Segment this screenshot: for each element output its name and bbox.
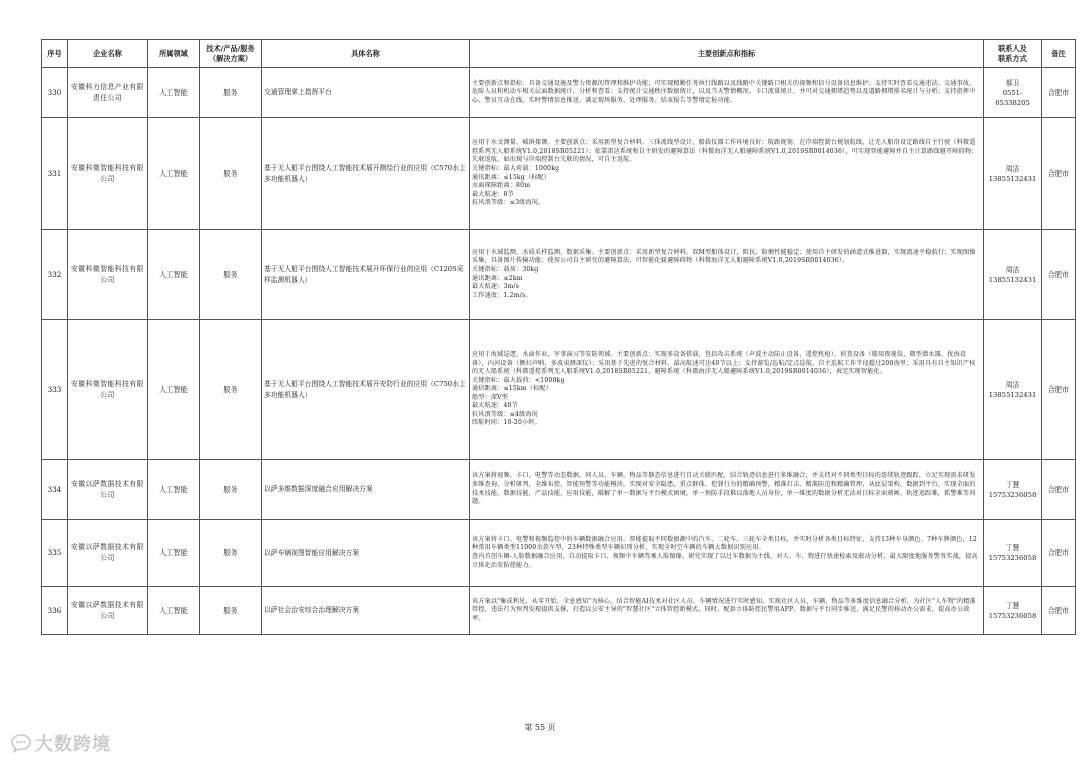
row-company: 安徽以萨数据技术有限公司 <box>68 460 148 520</box>
row-seq: 332 <box>42 230 68 320</box>
row-product: 基于无人船平台围绕人工智能技术展开测绘行业的应用（C570水上多功能机器人） <box>262 118 470 230</box>
row-company: 安徽科微智能科技有限公司 <box>68 320 148 460</box>
row-desc: 应用于水文测量、城镇探测。主要创新点：采用新型复合材料，三体流线型设计，船载仪器工作环境良好；航路规划，在岸端控制台规划航线，让无人船沿设定路线自主行驶（科微遥控系列无人船系统V1.0,2018SR05221）；依靠雷达系统和自主研发的避障算法（科微海洋无人船避障系统V1.0,2019SR0014036），可实现智能避障并自主计算路线避开障碍物；失联返航，如出现与岸端控制台失联的情况，可自主返航。 关键指标：最大荷载：1000kg 通讯距离：≤15kg（标配） 水面探障距离：80m 最大航速：8节 抗风浪等级：≤3级海况。 <box>470 118 984 230</box>
row-type: 服务 <box>200 460 262 520</box>
row-field: 人工智能 <box>148 320 200 460</box>
row-remark: 合肥市 <box>1042 118 1076 230</box>
header-seq: 序号 <box>42 40 68 68</box>
header-company: 企业名称 <box>68 40 148 68</box>
row-desc: 应用于水域监测，水质采样监测，数据采集。主要创新点：采用新型复合材料，双M型船体设计，阻抗，防侧性能稳定；使用自主研发的涵道式推进器，实现流速平稳航行；实现图像采集，具备图片传输功能；使用公司自主研究的避障算法，可智能化躲避障碍物（科微海洋无人船避障系统V1.0,2019SR0014036）。 关键指标：载荷：30kg 通讯距离：≤2km 最大航速：3m/s 工作速度：1.2m/s。 <box>470 230 984 320</box>
page-number: 第 55 页 <box>524 723 556 732</box>
row-company: 安徽科微智能科技有限公司 <box>68 118 148 230</box>
header-contact: 联系人及 联系方式 <box>984 40 1042 68</box>
row-field: 人工智能 <box>148 118 200 230</box>
row-contact: 周洁 13855132431 <box>984 320 1042 460</box>
row-product: 基于无人船平台围绕人工智能技术展开安防行业的应用（C750水上多功能机器人） <box>262 320 470 460</box>
row-remark: 合肥市 <box>1042 68 1076 118</box>
row-company: 安徽以萨数据技术有限公司 <box>68 587 148 635</box>
row-field: 人工智能 <box>148 68 200 118</box>
row-seq: 331 <box>42 118 68 230</box>
row-desc: 该方案以"集成利见，从零开始，全息感知"为核心，结合智能AI技术对社区人员、车辆情况进行实时感知，实现社区人员、车辆、物品等多维度信息融合分析，为社区"人车物"的精准管控，违法行为预判发现提供支撑，打造以公安主导的"智慧社区"立体管控新模式，同时，配套立体防控民警用APP，数据与平台同步推送，满足民警的移动办公需求，提高办公效率。 <box>470 587 984 635</box>
watermark <box>10 730 111 756</box>
header-row <box>42 40 1076 68</box>
row-remark: 合肥市 <box>1042 230 1076 320</box>
row-company: 安徽科力信息产业有限责任公司 <box>68 68 148 118</box>
row-contact: 丁慧 15753236058 <box>984 460 1042 520</box>
row-desc: 该方案将视频、卡口、电警等动态数据，同人员、车辆、物品等静态信息进行自动关联匹配，结合轨迹信息进行多维融合，并支持对不同类型目标的连续轨迹跟踪，立足实现需求研发多维查询，分析研判，全维布控，智能预警等功能模块，实现对安全隐患，重点群体、犯罪行为的精确预警，精准打击、精准防范和精确管理，从底层架构，数据到平台，实现全面的技术技能，数据技能，产品技能，应用技能，破解了单一数据与平台模式困境，单一预防手段难以落地人员身份，单一维度的数据分析无法对目标全面刻画，轨迹追踪难，抓警难等问题。 <box>470 460 984 520</box>
header-desc: 主要创新点和指标 <box>470 40 984 68</box>
row-type: 服务 <box>200 230 262 320</box>
row-seq: 334 <box>42 460 68 520</box>
row-contact: 丁慧 15753236058 <box>984 587 1042 635</box>
row-remark: 合肥市 <box>1042 520 1076 587</box>
row-product: 交通管理掌上指挥平台 <box>262 68 470 118</box>
row-field: 人工智能 <box>148 230 200 320</box>
row-desc: 应用于海域巡逻，水面作业，军事演习等安防领域。主要创新点：实现多设备搭载，包括攻击系统（声波主动防止设备、遥控机枪），侦查设备（船用夜视仪，微型潜水器，扰海设备），内河设备（侧扫声呐，多波束测深仪）；采用基于先进的复合材料，最高航速可达40节以上；支持游览/巡航/定点巡航，自主巡航工作半径超过200海里；采用具有自主知识产权的无人船系统（科微遥控系列无人船系统V1.0,2018SR05221，避障系统（科微海洋无人船避障系统V1.0,2019SR0014036），表完实现智能化。 关键指标：最大载荷：<1000kg 通信距离：≤15km（标配） 船型：深V型 最大航速：40节 抗风浪等级：≤4级海况 续航时间：10-20小时。 <box>470 320 984 460</box>
row-field: 人工智能 <box>148 460 200 520</box>
row-product: 基于无人船平台围绕人工智能技术展开环保行业的应用（C120S采样监测机器人） <box>262 230 470 320</box>
row-type: 服务 <box>200 68 262 118</box>
table-row <box>42 118 1076 230</box>
row-type: 服务 <box>200 320 262 460</box>
header-remark: 备注 <box>1042 40 1076 68</box>
row-seq: 336 <box>42 587 68 635</box>
row-company: 安徽以萨数据技术有限公司 <box>68 520 148 587</box>
row-contact: 周洁 13855132431 <box>984 230 1042 320</box>
table-row <box>42 230 1076 320</box>
table-row <box>42 460 1076 520</box>
row-contact: 丁慧 15753236058 <box>984 520 1042 587</box>
row-type: 服务 <box>200 118 262 230</box>
row-seq: 333 <box>42 320 68 460</box>
row-product: 以萨车辆视图智能应用解决方案 <box>262 520 470 587</box>
row-product: 以萨多维数据深度融合应用解决方案 <box>262 460 470 520</box>
row-remark: 合肥市 <box>1042 320 1076 460</box>
row-desc: 该方案将卡口、电警和视频监控中的车辆数据融合应用，智能提取不同数据源中的汽车、二轮车、三轮车全类目标，并实时分析各类目标特征，支持13种车身颜色、7种车牌颜色，12种常用车辆类型11000余款车型，23种特殊类型车辆识别分析，实现全时空车辆的车辆大数据识别应用。 查内首创车辆-人脸数据融合应用，自动提取卡口、视频中车辆驾乘人脸图像，研究实现了以过车数据为主线，对人、车、物进行快速检索及联动分析，最大限度地服务警务实战，提高立体化治安防控能力。 <box>470 520 984 587</box>
row-field: 人工智能 <box>148 587 200 635</box>
header-product: 具体名称 <box>262 40 470 68</box>
table-row <box>42 520 1076 587</box>
chat-bubble-logo-icon <box>10 732 32 754</box>
table-row <box>42 320 1076 460</box>
row-seq: 330 <box>42 68 68 118</box>
row-product: 以萨社会治安综合治理解决方案 <box>262 587 470 635</box>
header-type: 技术/产品/服务 （解决方案） <box>200 40 262 68</box>
row-type: 服务 <box>200 587 262 635</box>
row-remark: 合肥市 <box>1042 460 1076 520</box>
row-type: 服务 <box>200 520 262 587</box>
table-row <box>42 587 1076 635</box>
row-contact: 郝卫 0551-65338205 <box>984 68 1042 118</box>
row-desc: 主要创新点和指标：具备交通设施及警力资源的管理和维护功能；可实现精勤任务执行线路以及线路中关键路口相关的视频和信号设备信息维护；支持实时查看交通违法、交通事故、危险人员和机动车相关层面数据统计、分析和查看；支持统计交通秩序数据统计，以及当天警情概况、卡口流量统计，并可对交通拥堵趋势以及道路拥堵排名统计与分析；支持指挥中心、警员互动在线，实时警情信息推送，满足现场服务、处理服务、结束报告等警情定报功能。 <box>470 68 984 118</box>
header-field: 所属领域 <box>148 40 200 68</box>
row-contact: 周洁 13855132431 <box>984 118 1042 230</box>
watermark-text: 大数跨境 <box>35 734 111 755</box>
row-seq: 335 <box>42 520 68 587</box>
innovation-table <box>41 39 1076 635</box>
table-row <box>42 68 1076 118</box>
row-field: 人工智能 <box>148 520 200 587</box>
row-company: 安徽科微智能科技有限公司 <box>68 230 148 320</box>
row-remark: 合肥市 <box>1042 587 1076 635</box>
